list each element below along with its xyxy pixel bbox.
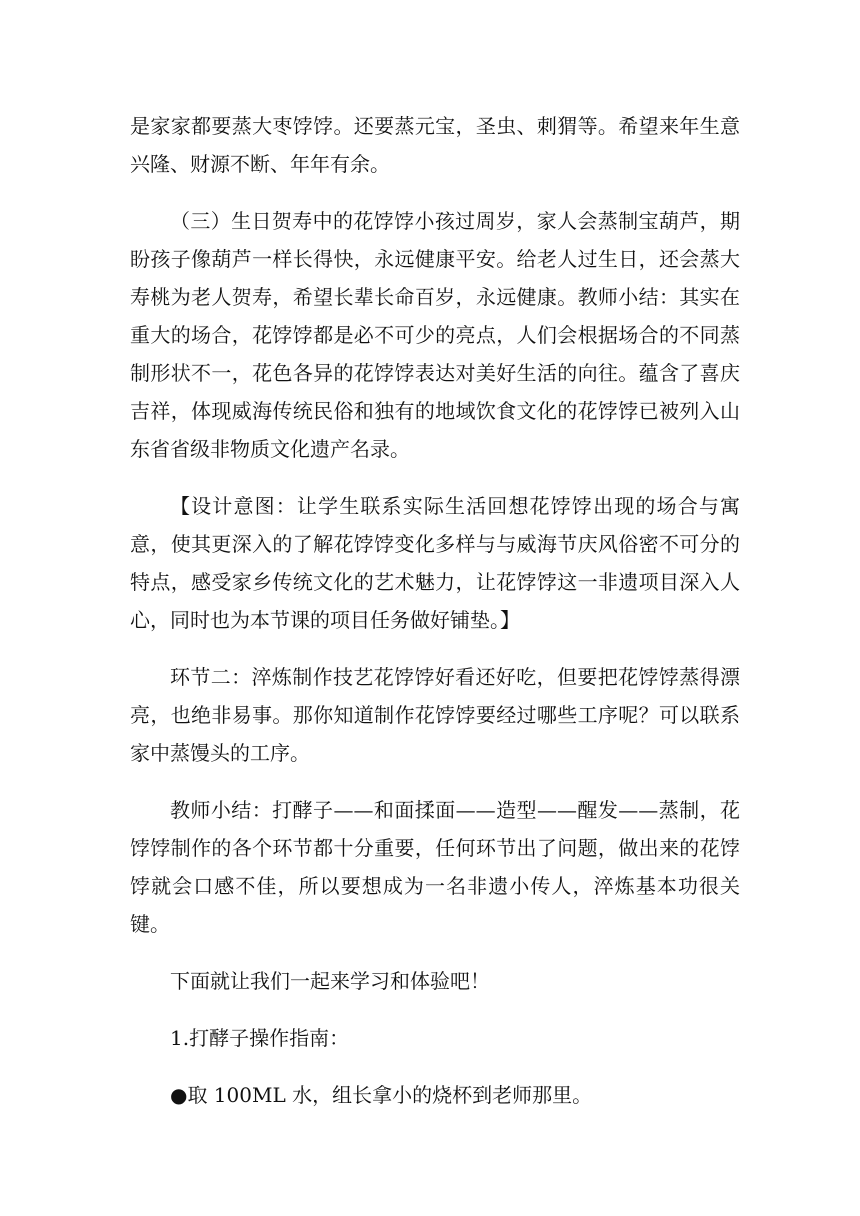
- document-body: [130, 107, 740, 1114]
- paragraph-1: 是家家都要蒸大枣饽饽。还要蒸元宝，圣虫、刺猬等。希望来年生意兴隆、财源不断、年年有余。: [130, 114, 740, 176]
- paragraph-bullet-step: ●取 100ML 水，组长拿小的烧杯到老师那里。: [170, 1083, 593, 1107]
- paragraph-teacher-summary: 教师小结：打酵子——和面揉面——造型——醒发——蒸制，花饽饽制作的各个环节都十分重要，任何环节出了问题，做出来的花饽饽就会口感不佳，所以要想成为一名非遗小传人，淬炼基本功很关键。: [130, 798, 740, 936]
- paragraph-stage-two: 环节二：淬炼制作技艺花饽饽好看还好吃，但要把花饽饽蒸得漂亮，也绝非易事。那你知道制作花饽饽要经过哪些工序呢？可以联系家中蒸馒头的工序。: [130, 665, 740, 765]
- paragraph-guide-title: 1.打酵子操作指南：: [170, 1026, 350, 1050]
- paragraph-design-intent: 【设计意图：让学生联系实际生活回想花饽饽出现的场合与寓意，使其更深入的了解花饽饽变化多样与与威海节庆风俗密不可分的特点，感受家乡传统文化的艺术魅力，让花饽饽这一非遗项目深入人心，同时也为本节课的项目任务做好铺垫。】: [130, 494, 740, 632]
- paragraph-2: （三）生日贺寿中的花饽饽小孩过周岁，家人会蒸制宝葫芦，期盼孩子像葫芦一样长得快，永远健康平安。给老人过生日，还会蒸大寿桃为老人贺寿，希望长辈长命百岁，永远健康。教师小结：其实在重大的场合，花饽饽都是必不可少的亮点，人们会根据场合的不同蒸制形状不一，花色各异的花饽饽表达对美好生活的向往。蕴含了喜庆吉祥，体现威海传统民俗和独有的地域饮食文化的花饽饽已被列入山东省省级非物质文化遗产名录。: [130, 209, 740, 461]
- paragraph-lets-learn: 下面就让我们一起来学习和体验吧！: [170, 969, 490, 993]
